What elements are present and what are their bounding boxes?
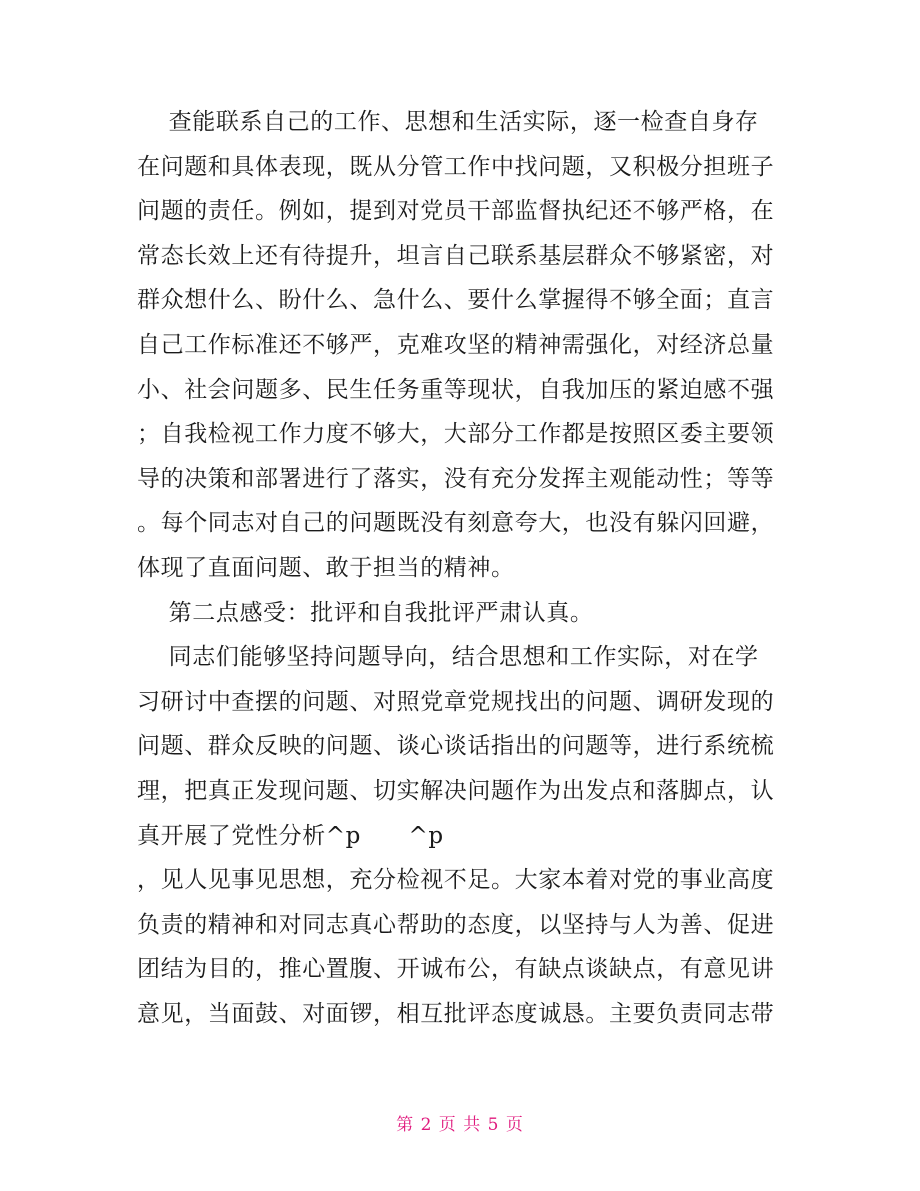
text-line: 意见，当面鼓、对面锣，相互批评态度诚恳。主要负责同志带	[137, 1000, 775, 1027]
text-line: 习研讨中查摆的问题、对照党章党规找出的问题、调研发现的	[137, 688, 775, 715]
text-line: 团结为目的，推心置腹、开诚布公，有缺点谈缺点，有意见讲	[137, 956, 775, 983]
page-number-footer: 第 2 页 共 5 页	[396, 1115, 524, 1135]
text-line: 问题的责任。例如，提到对党员干部监督执纪还不够严格，在	[137, 198, 775, 225]
text-line: 理，把真正发现问题、切实解决问题作为出发点和落脚点，认	[137, 777, 775, 804]
text-line: 体现了直面问题、敢于担当的精神。	[137, 554, 515, 581]
text-line: 导的决策和部署进行了落实，没有充分发挥主观能动性；等等	[137, 465, 775, 492]
text-line: 真开展了党性分析^p ^p	[137, 822, 444, 849]
text-line: 问题、群众反映的问题、谈心谈话指出的问题等，进行系统梳	[137, 733, 775, 760]
body-text	[137, 100, 797, 1036]
text-line: ，见人见事见思想，充分检视不足。大家本着对党的事业高度	[137, 867, 775, 894]
text-line: 查能联系自己的工作、思想和生活实际，逐一检查自身存	[137, 109, 759, 135]
text-line: 在问题和具体表现，既从分管工作中找问题，又积极分担班子	[137, 153, 775, 180]
text-line: 同志们能够坚持问题导向，结合思想和工作实际，对在学	[137, 644, 759, 671]
text-line: 自己工作标准还不够严，克难攻坚的精神需强化，对经济总量	[137, 331, 775, 358]
text-line: 。每个同志对自己的问题既没有刻意夸大，也没有躲闪回避，	[137, 510, 775, 537]
text-line: ；自我检视工作力度不够大，大部分工作都是按照区委主要领	[137, 421, 775, 448]
text-line: 群众想什么、盼什么、急什么、要什么掌握得不够全面；直言	[137, 287, 775, 314]
text-line: 小、社会问题多、民生任务重等现状，自我加压的紧迫感不强	[137, 376, 775, 403]
text-line: 负责的精神和对同志真心帮助的态度，以坚持与人为善、促进	[137, 911, 775, 938]
section-heading: 第二点感受：批评和自我批评严肃认真。	[137, 599, 594, 626]
text-line: 常态长效上还有待提升，坦言自己联系基层群众不够紧密，对	[137, 242, 775, 269]
